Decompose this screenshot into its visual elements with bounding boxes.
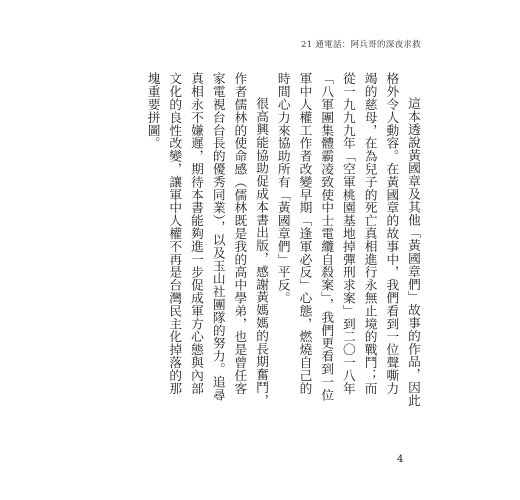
paragraph-2: 很高興能協助促成本書出版，感謝黃媽媽的長期奮鬥，作者儒林的使命感（儒林既是我的高中學弟，也是曾任客家電視台台長的優秀同業），以及玉山社團隊的努力。追尋真相永不嫌遲，期待本書能夠進一步促成軍方心態與內部文化的良性改變，讓軍中人權不再是台灣民主化掉落的那塊重要拼圖。	[145, 72, 270, 407]
running-header: 21 通電話：阿兵哥的深夜求救	[300, 40, 421, 50]
page-number: 4	[397, 454, 404, 465]
paragraph-1: 這本透說黃國章及其他「黃國章們」故事的作品，因此格外令人動容。在黃國章的故事中，我們看到一位聲嘶力竭的慈母，在為兒子的死亡真相進行永無止境的戰鬥；而從一九九九年「空軍桃園基地掉彈刑求案」到二〇一八年「八軍團集體霸凌致使中士電纜自殺案」，我們更看到一位軍中人權工作者改變早期「逢軍必反」心態，燃燒自己的時間心力來協助所有「黃國章們」平反。	[275, 72, 421, 407]
body-text	[142, 72, 424, 407]
